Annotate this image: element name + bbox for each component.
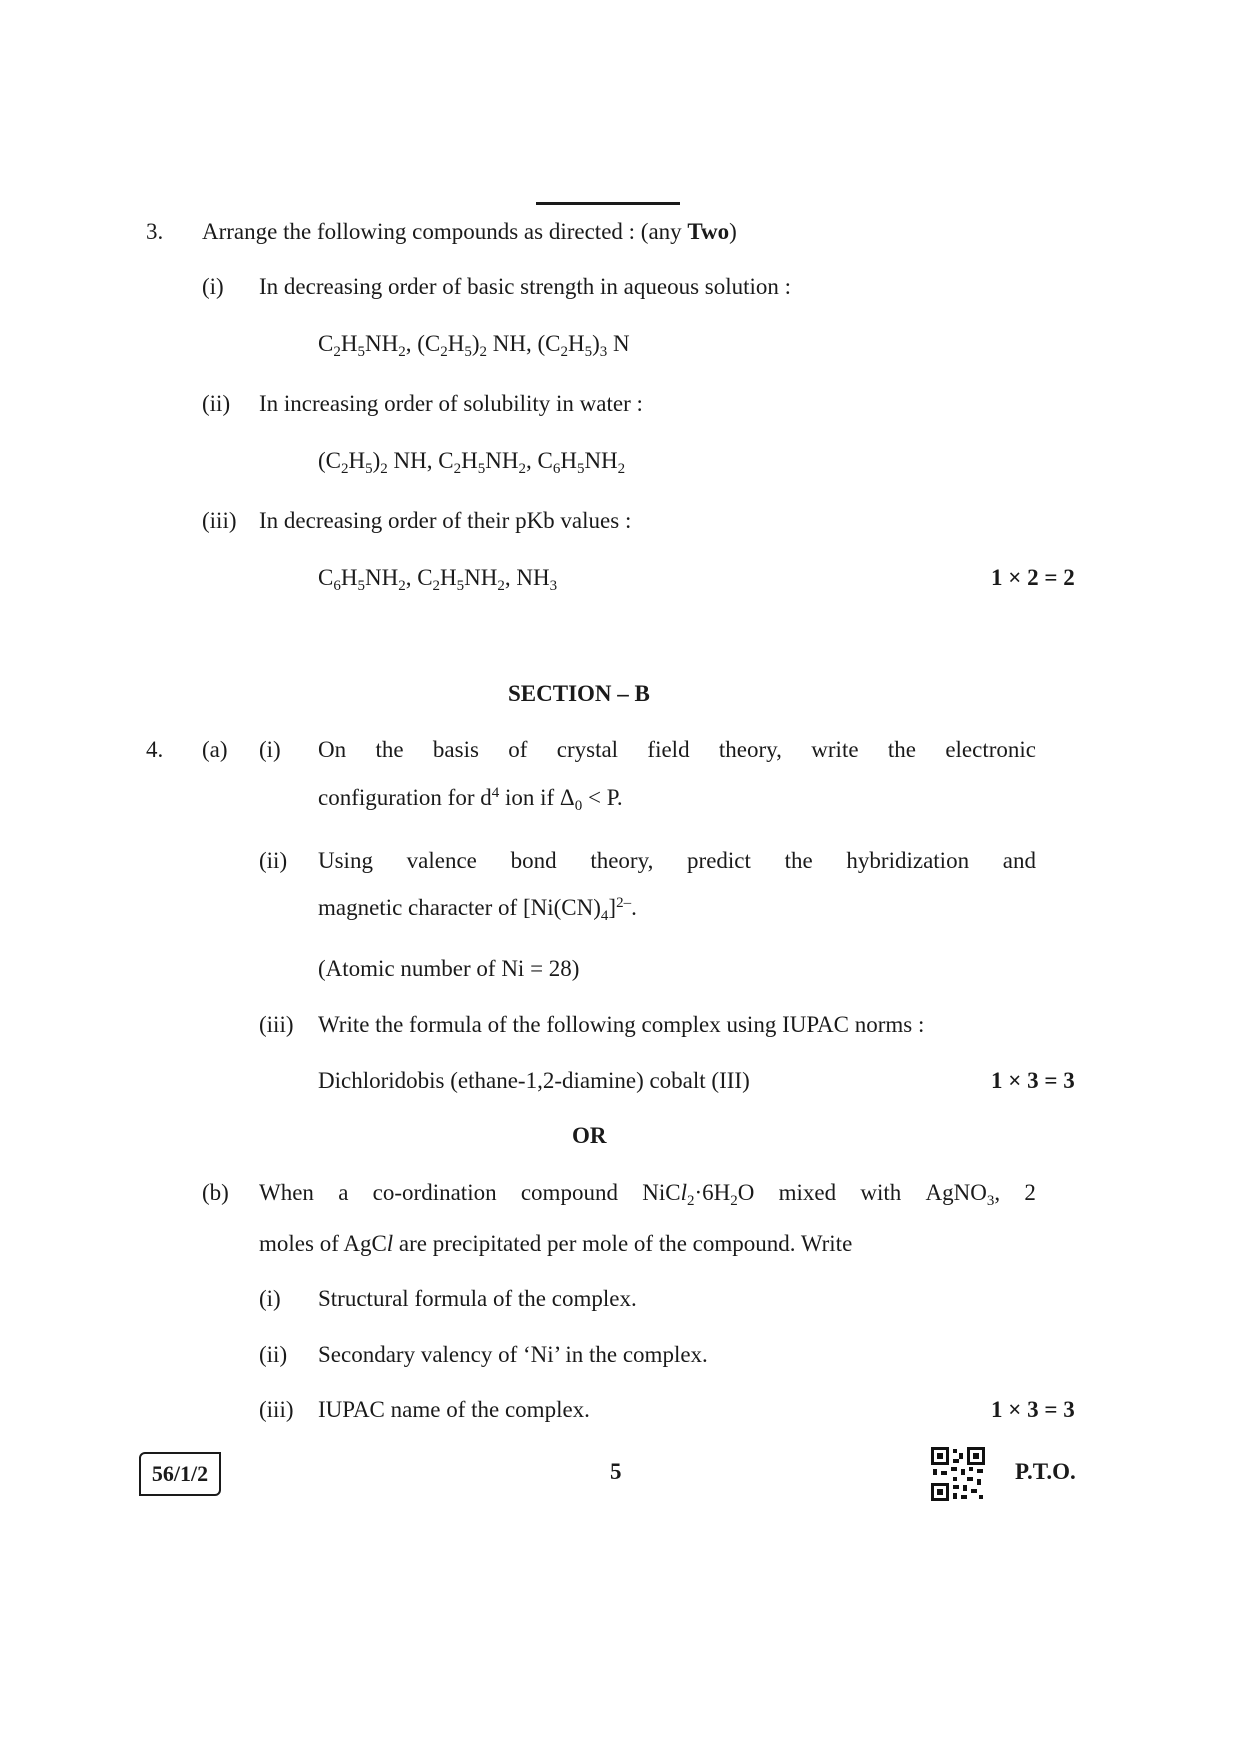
q4-b-iii-text: IUPAC name of the complex. <box>318 1397 590 1422</box>
q3-marks: 1 × 2 = 2 <box>991 565 1075 590</box>
q4-b-line2: moles of AgCl are precipitated per mole of the compound. Write <box>259 1231 853 1256</box>
q4-a-i-line2: configuration for $d^4$ ion if $\Delta_0 < P$. <box>318 785 623 814</box>
q3-i-label: (i) <box>202 274 224 299</box>
q3-i-compounds: $C_2H_5NH_2$, $(C_2H_5)_2$ NH, $(C_2H_5)_3$ N <box>318 331 630 360</box>
q4-b-label: (b) <box>202 1180 229 1205</box>
section-heading: SECTION – B <box>508 681 650 706</box>
top-rule <box>536 202 680 205</box>
q4-a-ii-label: (ii) <box>259 848 288 873</box>
q3-iii-compounds: $C_6H_5NH_2$, $C_2H_5NH_2$, $NH_3$ <box>318 565 558 594</box>
q4-a-i-line1: On the basis of crystal field theory, write the electronic <box>318 737 1036 762</box>
q4-a-label: (a) <box>202 737 228 762</box>
q4-a-iii-compound: Dichloridobis (ethane-1,2-diamine) cobalt (III) <box>318 1068 750 1093</box>
page-number: 5 <box>610 1459 622 1484</box>
q3-iii-label: (iii) <box>202 508 237 533</box>
q4-a-ii-line2: magnetic character of $[Ni(CN)_4]^{2-}$. <box>318 895 637 924</box>
q3-i-text: In decreasing order of basic strength in aqueous solution : <box>259 274 792 299</box>
q4-b-i-label: (i) <box>259 1286 281 1311</box>
pto-label: P.T.O. <box>1015 1459 1076 1484</box>
q3-ii-compounds: $(C_2H_5)_2$ NH, $C_2H_5NH_2$, $C_6H_5NH_2$ <box>318 448 626 477</box>
q4-a-i-label: (i) <box>259 737 281 762</box>
q4-a-iii-label: (iii) <box>259 1012 294 1037</box>
q3-ii-label: (ii) <box>202 391 231 416</box>
q4-b-ii-label: (ii) <box>259 1342 288 1367</box>
q4-number: 4. <box>146 737 164 762</box>
q4-b-marks: 1 × 3 = 3 <box>991 1397 1075 1422</box>
q4-b-line1: When a co-ordination compound $NiCl_2\cdot 6H_2O$ mixed with AgNO$_3$, 2 <box>259 1180 1036 1209</box>
q3-prompt: Arrange the following compounds as directed : (any Two) <box>202 219 737 244</box>
q4-atomic-number: (Atomic number of Ni = 28) <box>318 956 580 981</box>
q4-a-iii-text: Write the formula of the following complex using IUPAC norms : <box>318 1012 925 1037</box>
q4-b-ii-text: Secondary valency of ‘Ni’ in the complex. <box>318 1342 708 1367</box>
q4-b-iii-label: (iii) <box>259 1397 294 1422</box>
q4-a-marks: 1 × 3 = 3 <box>991 1068 1075 1093</box>
qr-code-icon <box>931 1447 985 1501</box>
q3-number: 3. <box>146 219 164 244</box>
paper-code-badge: 56/1/2 <box>139 1452 221 1496</box>
or-divider: OR <box>572 1123 607 1148</box>
q3-iii-text: In decreasing order of their pKb values : <box>259 508 632 533</box>
q4-b-i-text: Structural formula of the complex. <box>318 1286 637 1311</box>
q4-a-ii-line1: Using valence bond theory, predict the hybridization and <box>318 848 1036 873</box>
q3-ii-text: In increasing order of solubility in water : <box>259 391 643 416</box>
